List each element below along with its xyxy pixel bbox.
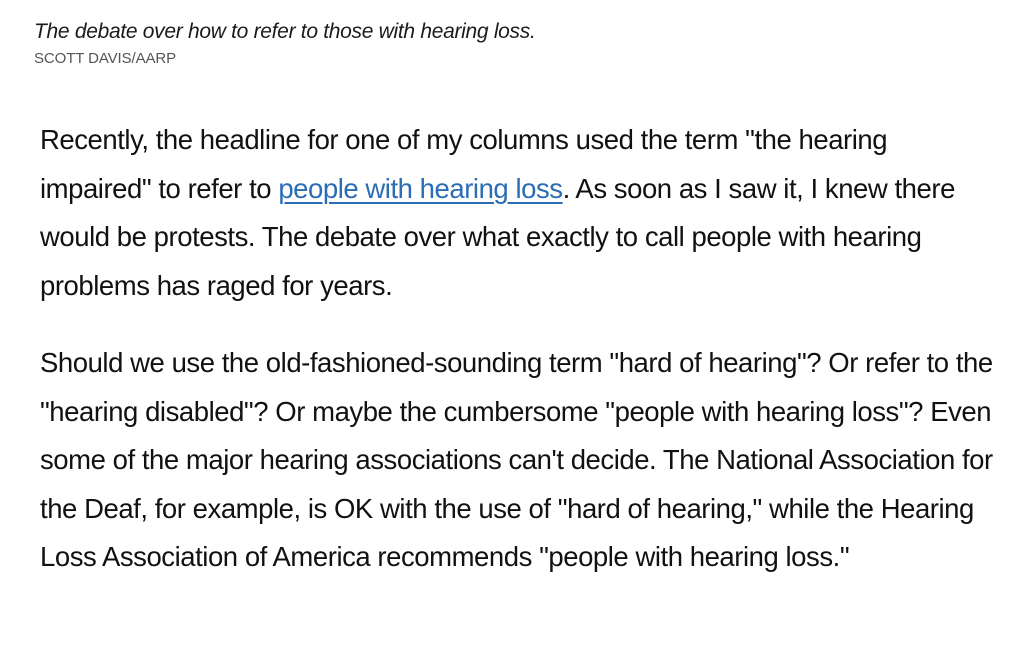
paragraph-1-text-before-link: Recently, the headline for one of my columns used the term "the hearing impaired" to refer to: [40, 124, 888, 204]
hearing-loss-link[interactable]: people with hearing loss: [278, 172, 563, 204]
photo-credit: SCOTT DAVIS/AARP: [34, 50, 177, 67]
article-body: [40, 116, 1004, 582]
paragraph-1: [40, 116, 1004, 310]
paragraph-2: Should we use the old-fashioned-sounding term "hard of hearing"? Or refer to the "hearing disabled"? Or maybe the cumbersome "people with hearing loss"? Even some of the major hearing associations can't decide. The National Association for the Deaf, for example, is OK with the use of "hard of hearing," while the Hearing Loss Association of America recommends "people with hearing loss.": [40, 347, 993, 572]
image-caption: [34, 18, 994, 69]
caption-text: The debate over how to refer to those with hearing loss.: [34, 20, 536, 43]
paragraph-1-text-after-link: . As soon as I saw it, I knew there would be protests. The debate over what exactly to call people with hearing problems has raged for years.: [40, 172, 955, 301]
